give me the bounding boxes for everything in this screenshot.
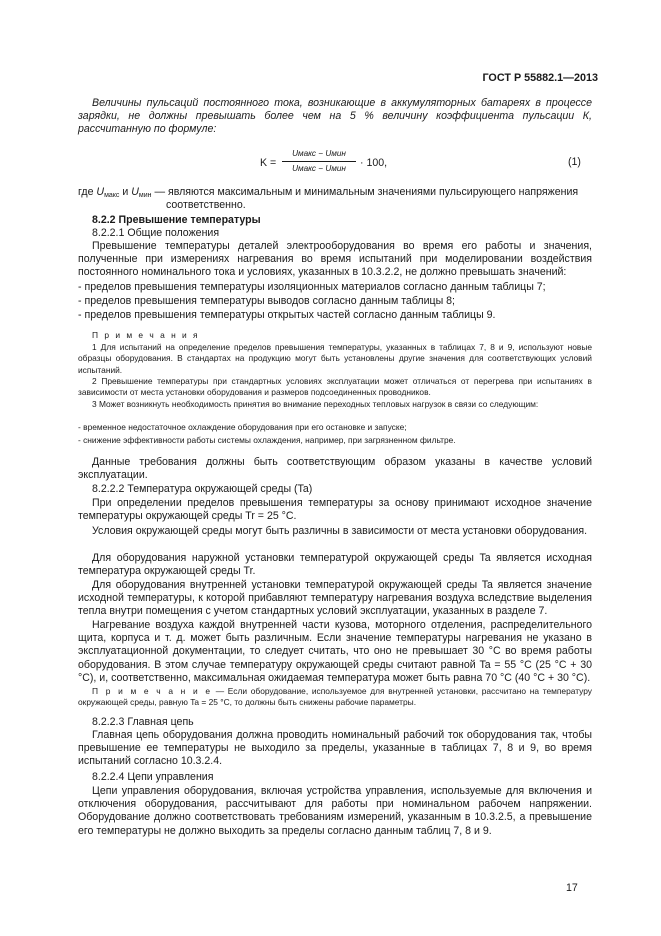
section-8-2-2-2-title: 8.2.2.2 Температура окружающей среды (Ta) (92, 483, 313, 495)
note-3-item: - временное недостаточное охлаждение оборудования при его остановке и запуске; (78, 422, 407, 432)
section-8-2-2-4-title: 8.2.2.4 Цепи управления (92, 771, 214, 783)
section-8-2-2-2-note: П р и м е ч а н и е — Если оборудование, используемое для внутренней установки, рассчитано на температуру окружающей среды, равную Ta = 25 °С, то должны быть снижены рабочие параметры. (78, 686, 592, 708)
formula-numerator: Uмакс − Uмин (292, 149, 346, 158)
section-8-2-2-1-paragraph: Превышение температуры деталей электрооборудования во время его работы и значения, полученные при измерениях нагревания во время испытаний при моделировании воздействия постоянного номинального тока и условиях, указанных в 10.3.2.2, не должно превышать значений: (78, 240, 592, 279)
formula (260, 148, 460, 182)
section-8-2-2-2-p4: Для оборудования внутренней установки температурой окружающей среды Ta является значение исходной температуры, к которой прибавляют температуру нагревания воздуха вследствие выделения тепла внутри помещения с учетом стандартных условий эксплуатации, указанных в разделе 7. (78, 579, 592, 618)
section-8-2-2-2-p5: Нагревание воздуха каждой внутренней части кузова, моторного отделения, распределительного щита, корпуса и т. д. может быть различным. Если значение температуры нагревания не указано в эксплуатационной документации, то следует считать, что оно не превышает 30 °С во время работы оборудования. В этом случае температуру окружающей среды считают равной Ta = 55 °С (25 °С + 30 °С), и, соответственно, максимальная ожидаемая температура может быть равна 70 °С (40 °С + 30 °С). (78, 619, 592, 684)
equation-number: (1) (568, 156, 581, 168)
formula-rhs: · 100, (360, 157, 388, 169)
list-item: - пределов превышения температуры открытых частей согласно данным таблицы 9. (78, 309, 496, 321)
section-8-2-2-2-p3: Для оборудования наружной установки температурой окружающей среды Ta является исходная температура окружающей среды Tr. (78, 552, 592, 578)
section-8-2-2-title: 8.2.2 Превышение температуры (92, 214, 261, 226)
note-3-item: - снижение эффективности работы системы охлаждения, например, при загрязненном фильтре. (78, 435, 456, 445)
section-8-2-2-1-title: 8.2.2.1 Общие положения (92, 227, 220, 239)
section-8-2-2-3-title: 8.2.2.3 Главная цепь (92, 716, 194, 728)
list-item: - пределов превышения температуры изоляционных материалов согласно данным таблицы 7; (78, 281, 546, 293)
list-item: - пределов превышения температуры выводов согласно данным таблицы 8; (78, 295, 455, 307)
section-8-2-2-4-p1: Цепи управления оборудования, включая устройства управления, используемые для включения и отключения оборудования, рассчитывают для работы при номинальном рабочем напряжении. Оборудование должно соответствовать требованиям измерений, указанным в 10.3.2.5, а превышение его температуры не должно выходить за пределы согласно данным таблиц 7, 8 и 9. (78, 785, 592, 837)
document-id: ГОСТ Р 55882.1—2013 (482, 72, 598, 84)
formula-fraction (282, 148, 356, 175)
notes-title: П р и м е ч а н и я (92, 330, 200, 340)
note-3: 3 Может возникнуть необходимость принятия во внимание переходных тепловых нагрузок в связи со следующим: (92, 399, 539, 409)
note-1: 1 Для испытаний на определение пределов превышения температуры, указанных в таблицах 7, 8 и 9, используют новые образцы оборудования. В стандартах на продукцию могут быть установлены другие значения для соответствующих условий испытаний. (78, 342, 592, 375)
formula-denominator: Uмакс − Uмин (292, 164, 346, 173)
page-number: 17 (566, 882, 578, 894)
note-2: 2 Превышение температуры при стандартных условиях эксплуатации может отличаться от перегрева при испытаниях в зависимости от места установки оборудования и размеров подсоединенных проводников. (78, 376, 592, 398)
fraction-bar (282, 161, 356, 162)
formula-lhs: K = (260, 157, 277, 169)
paragraph-requirements: Данные требования должны быть соответствующим образом указаны в качестве условий эксплуатации. (78, 456, 592, 482)
where-cont: соответственно. (166, 199, 246, 211)
section-8-2-2-2-p1: При определении пределов превышения температуры за основу принимают исходное значение температуры окружающей среды Tr = 25 °С. (78, 497, 592, 523)
intro-paragraph: Величины пульсаций постоянного тока, возникающие в аккумуляторных батареях в процессе зарядки, не должны превышать более чем на 5 % величину коэффициента пульсации К, рассчитанную по формуле: (78, 97, 592, 136)
section-8-2-2-3-p1: Главная цепь оборудования должна проводить номинальный рабочий ток оборудования так, чтобы превышение ее температуры не выходило за пределы, указанные в таблицах 7, 8 и 9, во время испытаний согласно 10.3.2.4. (78, 729, 592, 768)
where-line: где $U_{макс}$ и $U_{мин}$ — являются максимальным и минимальным значениями пульсирующего напряжения (78, 186, 579, 199)
section-8-2-2-2-p2: Условия окружающей среды могут быть различны в зависимости от места установки оборудования. (92, 525, 588, 537)
